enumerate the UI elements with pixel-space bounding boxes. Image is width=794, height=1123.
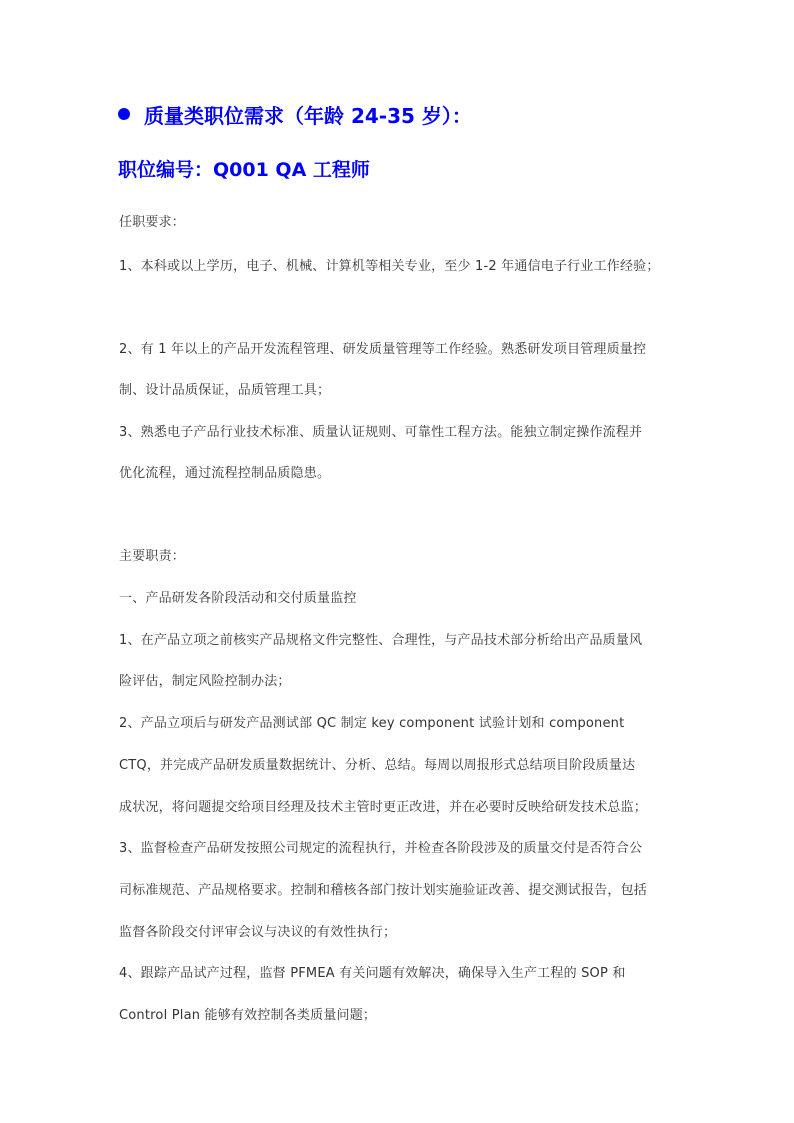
section-heading (118, 102, 472, 130)
duty-line: Control Plan 能够有效控制各类质量问题； (119, 1008, 377, 1023)
requirement-line: 2、有 1 年以上的产品开发流程管理、研发质量管理等工作经验。熟悉研发项目管理质量控 (119, 342, 647, 357)
duties-label: 主要职责： (119, 549, 186, 564)
duty-line: 监督各阶段交付评审会议与决议的有效性执行； (119, 925, 397, 940)
duties-subheading: 一、产品研发各阶段活动和交付质量监控 (119, 591, 357, 606)
duty-line: 2、产品立项后与研发产品测试部 QC 制定 key component 试验计划和 component (119, 716, 625, 731)
section-heading-text: 质量类职位需求（年龄 24-35 岁）： (144, 104, 472, 128)
duty-line: CTQ，并完成产品研发质量数据统计、分析、总结。每周以周报形式总结项目阶段质量达 (119, 758, 636, 773)
requirement-line: 3、熟悉电子产品行业技术标准、质量认证规则、可靠性工程方法。能独立制定操作流程并 (119, 425, 643, 440)
requirement-line: 优化流程，通过流程控制品质隐患。 (119, 466, 331, 481)
duty-line: 1、在产品立项之前核实产品规格文件完整性、合理性，与产品技术部分析给出产品质量风 (119, 633, 643, 648)
requirements-label: 任职要求： (119, 215, 186, 230)
duty-line: 险评估，制定风险控制办法； (119, 674, 291, 689)
duty-line: 成状况，将问题提交给项目经理及技术主管时更正改进，并在必要时反映给研发技术总监； (119, 800, 648, 815)
bullet-icon (118, 108, 130, 120)
requirement-line: 制、设计品质保证，品质管理工具； (119, 383, 331, 398)
duty-line: 4、跟踪产品试产过程，监督 PFMEA 有关问题有效解决，确保导入生产工程的 SOP 和 (119, 966, 626, 981)
duty-line: 司标准规范、产品规格要求。控制和稽核各部门按计划实施验证改善、提交测试报告，包括 (119, 883, 648, 898)
duty-line: 3、监督检查产品研发按照公司规定的流程执行，并检查各阶段涉及的质量交付是否符合公 (119, 841, 643, 856)
job-title: 职位编号：Q001 QA 工程师 (118, 159, 370, 181)
requirement-line: 1、本科或以上学历，电子、机械、计算机等相关专业，至少 1-2 年通信电子行业工作经验； (119, 259, 660, 274)
